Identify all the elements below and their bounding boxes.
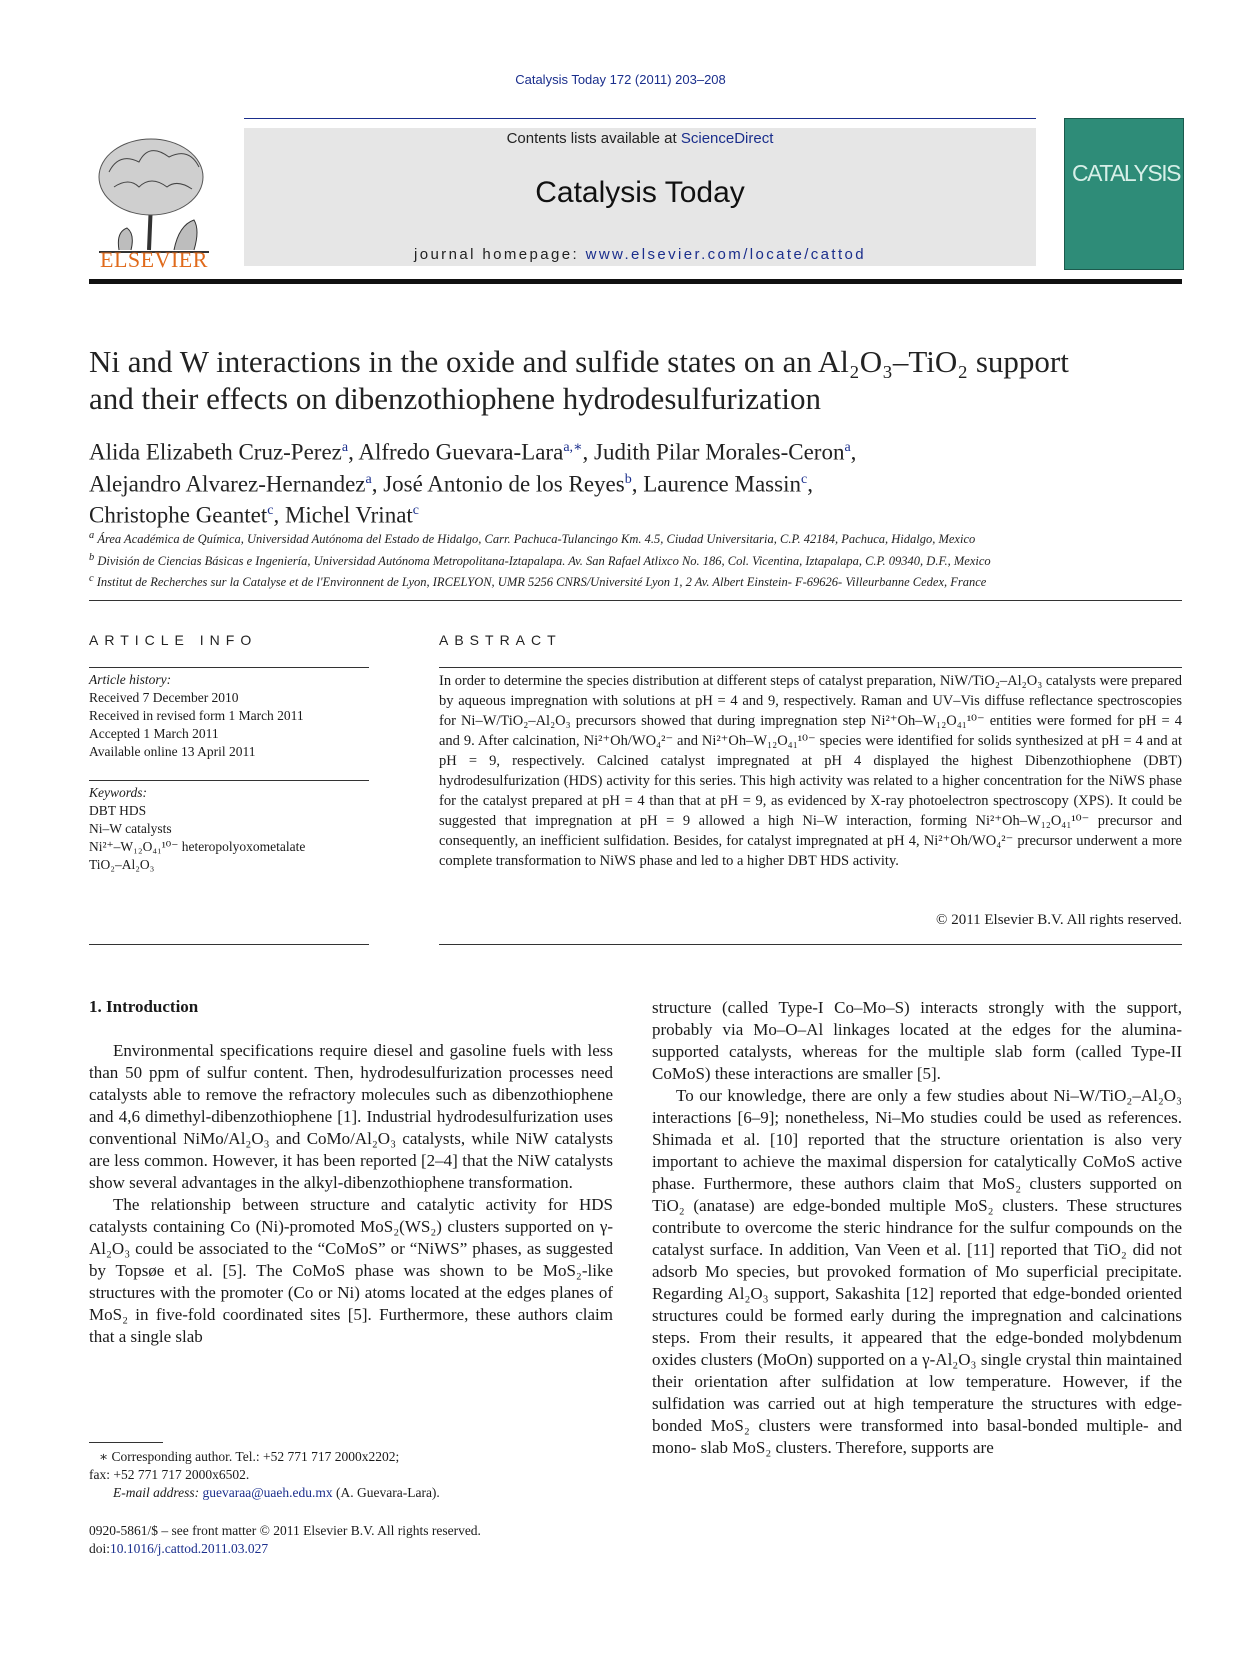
affiliation-c bbox=[89, 570, 1189, 592]
running-head[interactable]: Catalysis Today 172 (2011) 203–208 bbox=[515, 72, 726, 87]
abstract-copyright: © 2011 Elsevier B.V. All rights reserved. bbox=[936, 912, 1182, 928]
doi-label: doi: bbox=[89, 1541, 111, 1556]
issn-line: 0920-5861/$ – see front matter © 2011 Elsevier B.V. All rights reserved. bbox=[89, 1523, 481, 1538]
affiliation-key: b bbox=[89, 551, 95, 563]
author-affiliation-mark[interactable]: c bbox=[800, 471, 808, 487]
author-separator: , bbox=[850, 439, 857, 465]
author-list bbox=[89, 434, 1189, 529]
author-separator: , bbox=[348, 439, 359, 465]
front-matter bbox=[89, 1522, 613, 1558]
affiliation-text: Institut de Recherches sur la Catalyse et de l'Environnent de Lyon, IRCELYON, UMR 5256 CNRS/Université Lyon 1, 2 Av. Albert Einstein- F-69626- Villeurbanne Cedex, France bbox=[96, 575, 987, 590]
masthead-rule bbox=[89, 279, 1182, 284]
email-line bbox=[89, 1484, 613, 1502]
email-link[interactable]: guevaraa@uaeh.edu.mx bbox=[202, 1485, 333, 1500]
author-affiliation-mark[interactable]: c bbox=[267, 503, 274, 519]
author-name: José Antonio de los Reyes bbox=[383, 471, 625, 497]
affiliation-rule bbox=[89, 600, 1182, 601]
footnote bbox=[89, 1448, 613, 1502]
section-heading: 1. Introduction bbox=[89, 997, 199, 1016]
footnote-rule bbox=[89, 1442, 163, 1443]
journal-cover-image bbox=[1064, 118, 1184, 270]
fax: fax: +52 771 717 2000x6502. bbox=[89, 1467, 250, 1482]
author-separator: , bbox=[582, 439, 595, 465]
homepage-link[interactable]: www.elsevier.com/locate/cattod bbox=[585, 246, 867, 263]
contents-line bbox=[244, 130, 1036, 147]
author-separator: , bbox=[807, 471, 813, 497]
paragraph: To our knowledge, there are only a few studies about Ni–W/TiO₂–Al₂O₃ interactions [6–9]; nonetheless, Ni–Mo studies could be used as references. Shimada et al. [10] reported that the structure orientation is also very important to achieve the maximal dispersion for catalytically CoMoS active phase. Furthermore, these authors claim that MoS₂ clusters supported on TiO₂ (anatase) are edge-bonded multiple MoS₂ clusters. These structures contribute to overcome the steric hindrance for the sulfur compounds on the catalyst surface. In addition, Van Veen et al. [11] reported that TiO₂ did not adsorb Mo species, but provoked formation of Mo superficial precipitate. Regarding Al₂O₃ support, Sakashita [12] reported that edge-bonded oriented structures could be formed early during the impregnation and calcinations steps. From their results, it appeared that the edge-bonded molybdenum oxides clusters (MoOn) supported on a γ-Al₂O₃ single crystal thin maintained their orientation after sulfidation at low temperature. However, if the sulfidation was carried out at high temperature the structures with edge-bonded MoS₂ clusters were transformed into basal-bonded multiple- and mono- slab MoS₂ clusters. Therefore, supports are bbox=[652, 1086, 1182, 1457]
keywords bbox=[89, 784, 369, 874]
email-label: E-mail address: bbox=[113, 1485, 203, 1500]
author-line-1 bbox=[89, 434, 1189, 466]
author-name: Judith Pilar Morales-Ceron bbox=[594, 439, 845, 465]
cover-title: CATALYSIS bbox=[1072, 160, 1180, 186]
contents-prefix: Contents lists available at bbox=[506, 130, 681, 147]
author-name: Christophe Geantet bbox=[89, 502, 268, 528]
author-name: Laurence Massin bbox=[643, 471, 801, 497]
paragraph: Environmental specifications require diesel and gasoline fuels with less than 50 ppm of sulfur content. Then, hydrodesulfurization processes need catalysts able to remove the refractory molecules such as dibenzothiophene and 4,6 dimethyl-dibenzothiophene [1]. Industrial hydrodesulfurization uses conventional NiMo/Al₂O₃ and CoMo/Al₂O₃ catalysts, while NiW catalysts are less common. However, it has been reported [2–4] that the NiW catalysts show several advantages in the alkyl-dibenzothiophene transformation. bbox=[89, 1041, 613, 1192]
author-affiliation-mark[interactable]: a,∗ bbox=[563, 440, 583, 455]
affiliation-text: Área Académica de Química, Universidad Autónoma del Estado de Hidalgo, Carr. Pachuca-Tulancingo Km. 4.5, Ciudad Universitaria, C.P. 42184, Pachuca, Hidalgo, Mexico bbox=[97, 532, 976, 547]
body-column-right bbox=[652, 997, 1182, 1459]
history-item: Accepted 1 March 2011 bbox=[89, 726, 219, 741]
email-suffix: (A. Guevara-Lara). bbox=[332, 1485, 440, 1500]
journal-homepage bbox=[244, 246, 1036, 263]
doi-link[interactable]: 10.1016/j.cattod.2011.03.027 bbox=[110, 1541, 269, 1556]
history-item: Available online 13 April 2011 bbox=[89, 744, 256, 759]
affiliation-key: c bbox=[89, 573, 94, 585]
publisher-wordmark: ELSEVIER bbox=[100, 247, 208, 272]
keyword: Ni²⁺–W₁₂O₄₁¹⁰⁻ heteropolyoxometalate bbox=[89, 839, 306, 854]
affiliation-a bbox=[89, 527, 1189, 549]
homepage-prefix: journal homepage: bbox=[413, 246, 586, 263]
author-name: Alida Elizabeth Cruz-Perez bbox=[89, 439, 342, 465]
keywords-label: Keywords: bbox=[89, 785, 147, 800]
sciencedirect-link[interactable]: ScienceDirect bbox=[680, 130, 774, 147]
history-label: Article history: bbox=[89, 672, 172, 687]
abstract-heading: ABSTRACT bbox=[439, 632, 562, 648]
affiliation-key: a bbox=[89, 530, 95, 541]
author-affiliation-mark[interactable]: c bbox=[412, 503, 420, 519]
header-rule bbox=[244, 118, 1036, 119]
keyword: DBT HDS bbox=[89, 803, 147, 818]
keyword: Ni–W catalysts bbox=[89, 821, 172, 836]
affiliation-text: División de Ciencias Básicas e Ingeniería, Universidad Autónoma Metropolitana-Iztapalapa. Av. San Rafael Atlixco No. 186, Col. Vicentina, Iztapalapa, C.P. 09340, D.F., Mexico bbox=[97, 553, 991, 568]
article-history bbox=[89, 671, 369, 761]
article-info-rule bbox=[89, 944, 369, 945]
author-affiliation-mark[interactable]: a bbox=[341, 440, 349, 455]
author-affiliation-mark[interactable]: b bbox=[624, 471, 632, 487]
history-item: Received in revised form 1 March 2011 bbox=[89, 708, 304, 723]
keyword: TiO₂–Al₂O₃ bbox=[89, 857, 155, 872]
article-info-heading: ARTICLE INFO bbox=[89, 632, 258, 648]
doi-line bbox=[89, 1540, 613, 1558]
article-title bbox=[89, 343, 1189, 417]
body-column-left bbox=[89, 1040, 613, 1348]
author-separator: , bbox=[273, 502, 285, 528]
title-line-1: Ni and W interactions in the oxide and sulfide states on an Al₂O₃–TiO₂ support bbox=[89, 344, 1069, 379]
abstract-rule bbox=[439, 667, 1182, 668]
author-line-3 bbox=[89, 497, 1189, 529]
affiliation-b bbox=[89, 549, 1189, 571]
paragraph: structure (called Type-I Co–Mo–S) interacts strongly with the support, probably via Mo–O–Al linkages located at the edges for the alumina-supported catalysts, whereas for the multiple slab form (called Type-II CoMoS) these interactions are smaller [5]. bbox=[652, 998, 1182, 1083]
author-name: Alejandro Alvarez-Hernandez bbox=[89, 471, 366, 497]
history-item: Received 7 December 2010 bbox=[89, 690, 239, 705]
author-separator: , bbox=[631, 471, 644, 497]
author-line-2 bbox=[89, 466, 1189, 498]
corresponding-author: ∗ Corresponding author. Tel.: +52 771 717 2000x2202; bbox=[99, 1449, 400, 1464]
paragraph: The relationship between structure and catalytic activity for HDS catalysts containing Co (Ni)-promoted MoS₂(WS₂) clusters supported on γ-Al₂O₃ could be associated to the “CoMoS” or “NiWS” phases, as suggested by Topsøe et al. [5]. The CoMoS phase was shown to be MoS₂-like structures with the promoter (Co or Ni) atoms located at the edges planes of MoS₂ in five-fold coordinated sites [5]. Furthermore, these authors claim that a single slab bbox=[89, 1195, 613, 1346]
author-separator: , bbox=[371, 471, 384, 497]
article-info-rule bbox=[89, 780, 369, 781]
author-name: Michel Vrinat bbox=[284, 502, 413, 528]
article-info-rule bbox=[89, 667, 369, 668]
abstract-text: In order to determine the species distribution at different steps of catalyst preparation, NiW/TiO₂–Al₂O₃ catalysts were prepared by aqueous impregnation with solutions at pH = 4 and 9, respectively. Raman and UV–Vis diffuse reflectance spectroscopies for Ni–W/TiO₂–Al₂O₃ precursors showed that during impregnation step Ni²⁺Oh–W₁₂O₄₁¹⁰⁻ entities were formed for pH = 4 and 9. After calcination, Ni²⁺Oh/WO₄²⁻ and Ni²⁺Oh–W₁₂O₄₁¹⁰⁻ species were identified for solids synthesized at pH = 4 and at pH = 9, respectively. Calcined catalyst impregnated at pH 4 displayed the highest Dibenzothiophene (DBT) hydrodesulfurization (HDS) activity for this series. This high activity was related to a higher concentration for the NiWS phase for the catalyst prepared at pH = 4 than that at pH = 9, as evidenced by X-ray photoelectron spectroscopy (XPS). It could be suggested that impregnation at pH = 9 allowed a high Ni–W interaction, forming Ni²⁺Oh–W₁₂O₄₁¹⁰⁻ precursor and consequently, an inefficient sulfidation. Besides, for catalyst impregnated at pH 4, Ni²⁺Oh/WO₄²⁻ precursor underwent a more complete transformation to NiWS phase and led to a higher DBT HDS activity. bbox=[439, 673, 1182, 869]
affiliations bbox=[89, 527, 1189, 592]
title-line-2: and their effects on dibenzothiophene hydrodesulfurization bbox=[89, 381, 821, 416]
author-affiliation-mark[interactable]: a bbox=[365, 471, 372, 487]
journal-name: Catalysis Today bbox=[535, 176, 745, 209]
author-name: Alfredo Guevara-Lara bbox=[358, 439, 564, 465]
author-affiliation-mark[interactable]: a bbox=[844, 440, 851, 455]
abstract-rule bbox=[439, 944, 1182, 945]
